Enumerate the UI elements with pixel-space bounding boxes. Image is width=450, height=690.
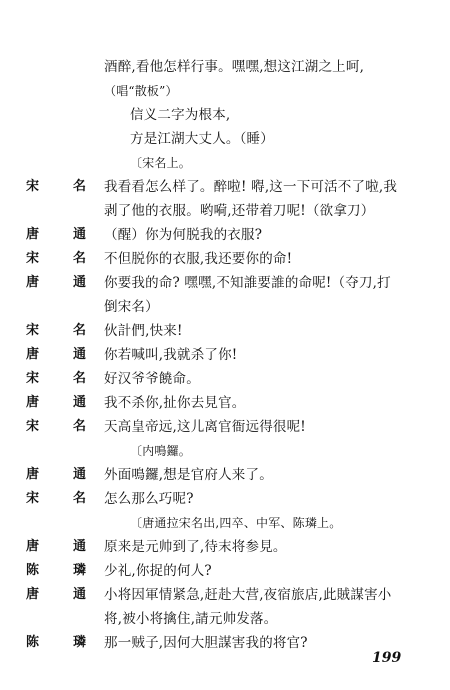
speaker-label: 宋 名 [26, 179, 86, 194]
speaker-label: 唐 通 [26, 587, 86, 602]
speaker-label: 陈 璘 [26, 563, 86, 578]
speaker-label: 宋 名 [26, 251, 86, 266]
dialogue-line: 剥了他的衣服。哟嗬,还带着刀呢!（欲拿刀） [104, 203, 375, 219]
dialogue-line: 那一贼子,因何大胆謀害我的将官? [104, 635, 308, 651]
speaker-label: 唐 通 [26, 275, 86, 290]
speaker-label: 唐 通 [26, 467, 86, 482]
dialogue-line: 原来是元帅到了,待末将参見。 [104, 539, 287, 555]
dialogue-line: 怎么那么巧呢? [104, 491, 194, 507]
speaker-label: 唐 通 [26, 395, 86, 410]
stage-direction: 〔宋名上。 [130, 156, 192, 170]
dialogue-line: 外面鳴鑼,想是官府人来了。 [104, 467, 273, 483]
dialogue-line: 不但脱你的衣服,我还要你的命! [104, 251, 293, 267]
dialogue-line: 你要我的命? 嘿嘿,不知誰要誰的命呢!（夺刀,打 [104, 275, 391, 291]
speaker-label: 宋 名 [26, 323, 86, 338]
page-number: 199 [372, 650, 402, 666]
dialogue-line: 天高皇帝远,这儿离官衙远得很呢! [104, 419, 306, 435]
stage-direction: 〔内鳴鑼。 [130, 444, 192, 458]
dialogue-line: 倒宋名） [104, 299, 159, 315]
dialogue-line: 小将因軍情紧急,赶赴大营,夜宿旅店,此賊謀害小 [104, 587, 392, 603]
stage-direction: 〔唐通拉宋名出,四卒、中军、陈璘上。 [130, 516, 342, 530]
dialogue-line: （醒）你为何脱我的衣服? [104, 227, 263, 243]
speaker-label: 唐 通 [26, 227, 86, 242]
dialogue-line: 我不杀你,扯你去見官。 [104, 395, 246, 411]
speaker-label: 宋 名 [26, 491, 86, 506]
stage-direction: （唱“散板”） [104, 84, 178, 98]
dialogue-line: 将,被小将擒住,請元帅发落。 [104, 611, 278, 627]
speaker-label: 唐 通 [26, 347, 86, 362]
lyric-line: 方是江湖大丈人。（睡） [130, 131, 274, 147]
dialogue-line: 好汉爷爷饒命。 [104, 371, 200, 387]
speaker-label: 唐 通 [26, 539, 86, 554]
text-line: 酒醉,看他怎样行事。嘿嘿,想这江湖之上呵, [104, 59, 365, 75]
speaker-label: 宋 名 [26, 419, 86, 434]
dialogue-line: 少礼,你捉的何人? [104, 563, 212, 579]
dialogue-line: 我看看怎么样了。醉啦! 嘚,这一下可活不了啦,我 [104, 179, 398, 195]
dialogue-line: 伙計們,快来! [104, 323, 183, 339]
dialogue-line: 你若喊叫,我就杀了你! [104, 347, 238, 363]
speaker-label: 宋 名 [26, 371, 86, 386]
speaker-label: 陈 璘 [26, 635, 86, 650]
lyric-line: 信义二字为根本, [130, 107, 231, 123]
